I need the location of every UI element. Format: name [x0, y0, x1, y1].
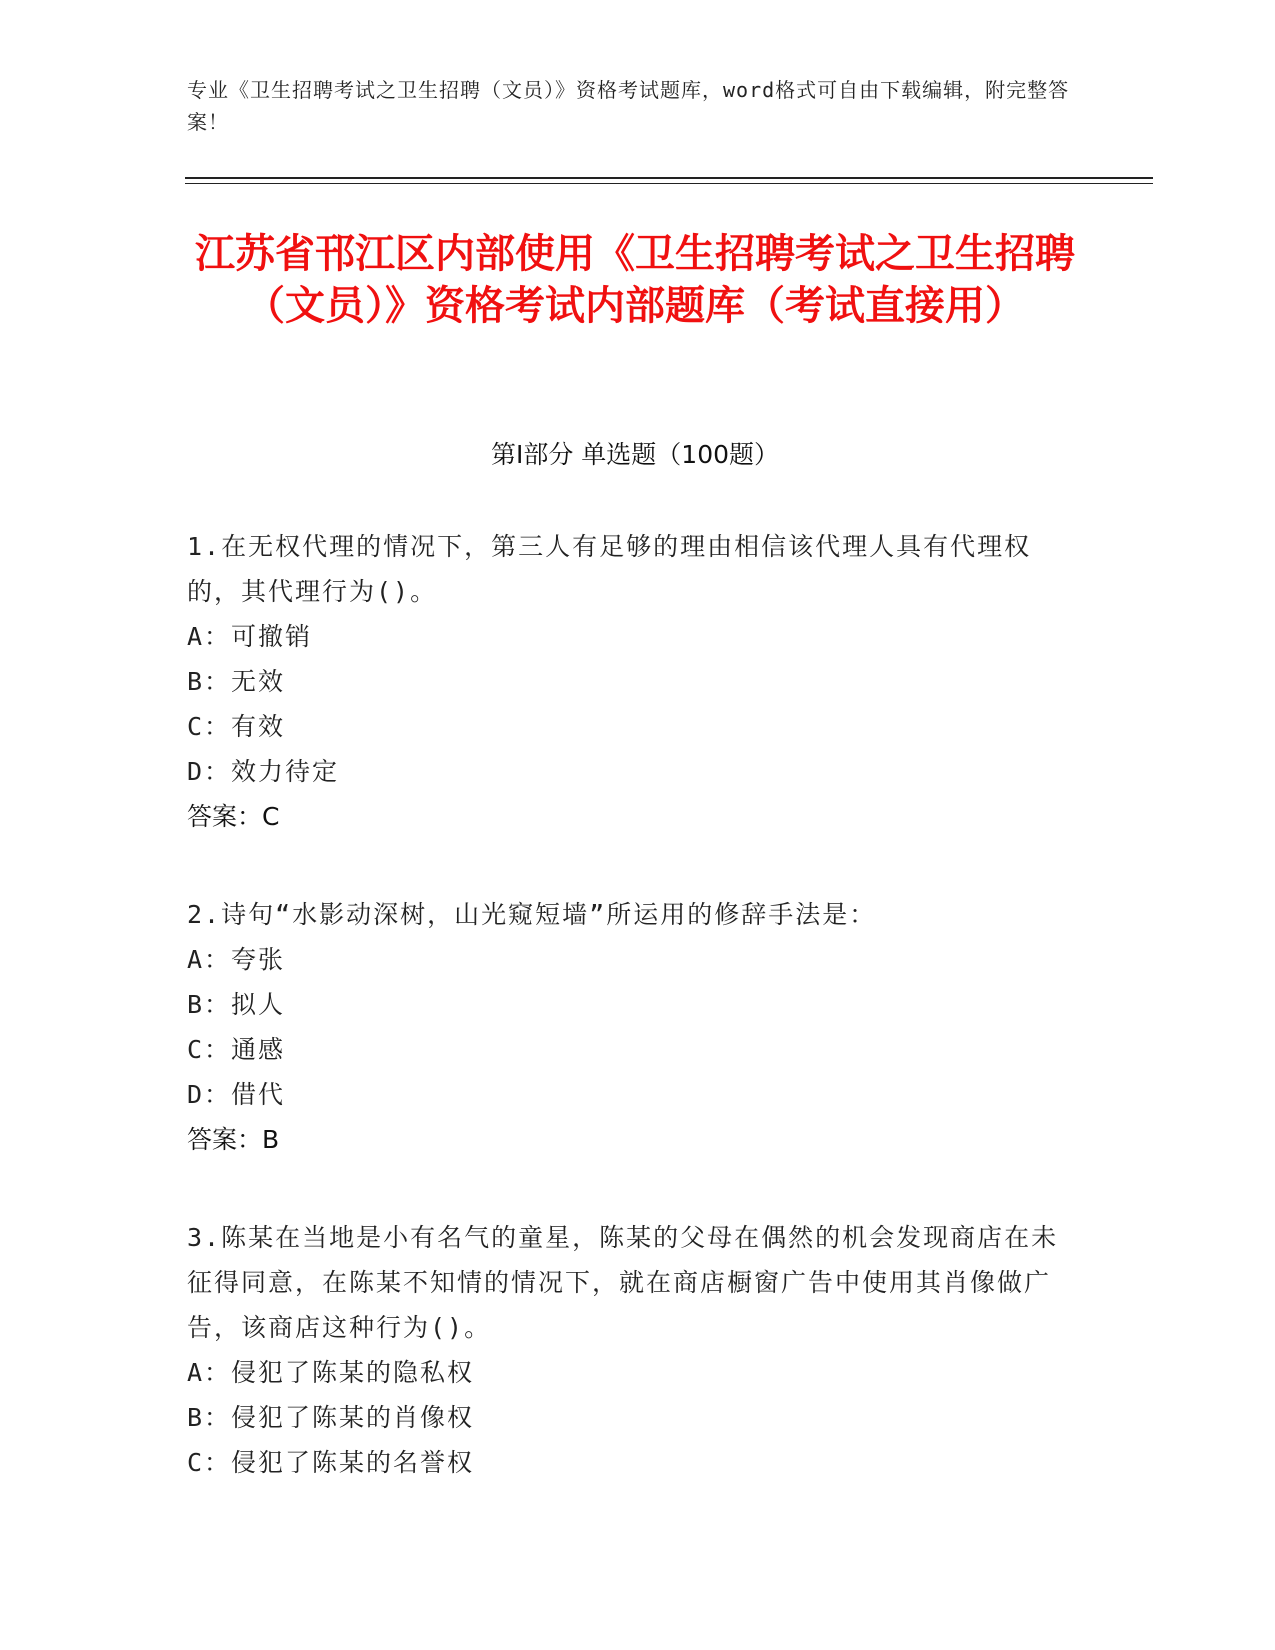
- option-c: C：有效: [187, 712, 286, 741]
- question-stem: 1.在无权代理的情况下，第三人有足够的理由相信该代理人具有代理权的，其代理行为()。: [187, 532, 1032, 606]
- option-a: A：夸张: [187, 945, 286, 974]
- option-d: D：借代: [187, 1080, 286, 1109]
- option-c: C：通感: [187, 1035, 286, 1064]
- option-b: B：侵犯了陈某的肖像权: [187, 1403, 475, 1432]
- option-a: A：侵犯了陈某的隐私权: [187, 1358, 475, 1387]
- option-b: B：无效: [187, 667, 286, 696]
- question-2: [187, 892, 1067, 1162]
- question-1: [187, 524, 1067, 839]
- question-stem: 2.诗句“水影动深树，山光窥短墙”所运用的修辞手法是：: [187, 900, 877, 929]
- question-3: [187, 1215, 1067, 1485]
- header-divider-thin: [185, 183, 1153, 184]
- header-note: 专业《卫生招聘考试之卫生招聘（文员）》资格考试题库，word格式可自由下载编辑，附完整答案！: [187, 78, 1070, 134]
- answer: 答案：B: [187, 1125, 280, 1154]
- question-stem: 3.陈某在当地是小有名气的童星，陈某的父母在偶然的机会发现商店在未征得同意，在陈某不知情的情况下，就在商店橱窗广告中使用其肖像做广告，该商店这种行为()。: [187, 1223, 1059, 1342]
- answer: 答案：C: [187, 802, 280, 831]
- option-c: C：侵犯了陈某的名誉权: [187, 1448, 475, 1477]
- header-divider-thick: [185, 177, 1153, 179]
- section-title: 第Ⅰ部分 单选题（100题）: [490, 440, 780, 469]
- option-d: D：效力待定: [187, 757, 340, 786]
- option-b: B：拟人: [187, 990, 286, 1019]
- question-list: [187, 524, 1067, 1485]
- option-a: A：可撤销: [187, 622, 313, 651]
- document-title: 江苏省邗江区内部使用《卫生招聘考试之卫生招聘（文员）》资格考试内部题库（考试直接用）: [195, 231, 1075, 329]
